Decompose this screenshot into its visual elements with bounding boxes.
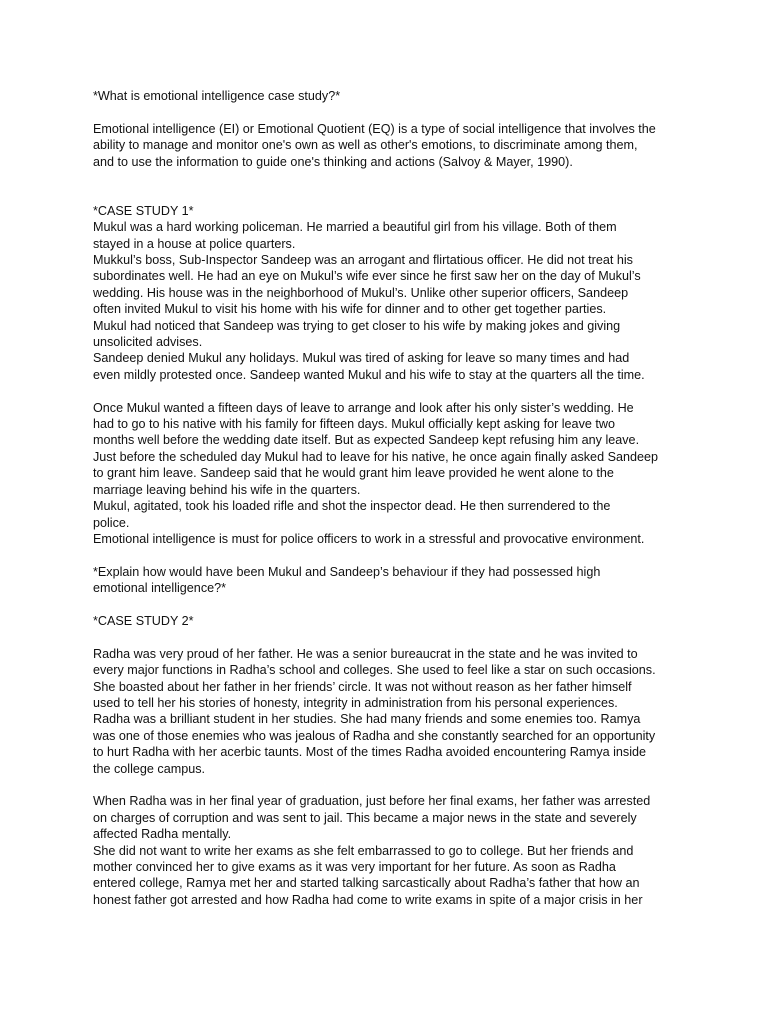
text-line: Radha was very proud of her father. He was a senior bureaucrat in the state and he was invited to (93, 646, 638, 661)
text-line: every major functions in Radha’s school and colleges. She used to feel like a star on such occasions. (93, 663, 656, 678)
text-line: She did not want to write her exams as she felt embarrassed to go to college. But her friends and (93, 843, 634, 858)
text-line: She boasted about her father in her friends’ circle. It was not without reason as her father himself (93, 679, 632, 694)
case-study-2-paragraph-1 (93, 646, 708, 777)
text-line: *What is emotional intelligence case study?* (93, 89, 341, 103)
text-line: to grant him leave. Sandeep said that he would grant him leave provided he went alone to the (93, 466, 614, 481)
text-line: months well before the wedding date itself. But as expected Sandeep kept refusing him any leave. (93, 433, 640, 448)
case-study-1-paragraph-1 (93, 219, 708, 383)
case-study-1-heading (93, 203, 708, 219)
text-line: *Explain how would have been Mukul and Sandeep’s behaviour if they had possessed high (93, 564, 601, 579)
text-line: When Radha was in her final year of graduation, just before her final exams, her father was arrested (93, 794, 651, 809)
text-line: *CASE STUDY 1* (93, 203, 194, 218)
text-line: Radha was a brilliant student in her studies. She had many friends and some enemies too. Ramya (93, 712, 641, 727)
text-line: and to use the information to guide one's thinking and actions (Salvoy & Mayer, 1990). (93, 154, 573, 169)
text-line: Mukul was a hard working policeman. He married a beautiful girl from his village. Both of them (93, 220, 617, 235)
text-line: to hurt Radha with her acerbic taunts. Most of the times Radha avoided encountering Ramya inside (93, 745, 647, 760)
text-line: wedding. His house was in the neighborhood of Mukul’s. Unlike other superior officers, Sandeep (93, 285, 629, 300)
text-line: Mukul, agitated, took his loaded rifle and shot the inspector dead. He then surrendered to the (93, 499, 611, 514)
text-line: *CASE STUDY 2* (93, 613, 194, 628)
text-line: had to go to his native with his family for fifteen days. Mukul officially kept asking for leave two (93, 417, 615, 432)
text-line: Once Mukul wanted a fifteen days of leave to arrange and look after his only sister’s wedding. He (93, 400, 634, 415)
text-line: was one of those enemies who was jealous of Radha and she constantly searched for an opportunity (93, 728, 656, 743)
text-line: unsolicited advises. (93, 335, 203, 350)
text-line: Emotional intelligence (EI) or Emotional Quotient (EQ) is a type of social intelligence that involves the (93, 121, 656, 136)
text-line: police. (93, 515, 130, 530)
text-line: Just before the scheduled day Mukul had to leave for his native, he once again finally asked Sandeep (93, 449, 658, 464)
case-study-2-heading (93, 613, 708, 629)
text-line: even mildly protested once. Sandeep wanted Mukul and his wife to stay at the quarters all the time. (93, 367, 645, 382)
text-line: emotional intelligence?* (93, 581, 227, 596)
case-study-2-paragraph-2 (93, 793, 708, 908)
question-heading (93, 88, 708, 104)
text-line: stayed in a house at police quarters. (93, 236, 296, 251)
text-line: honest father got arrested and how Radha had come to write exams in spite of a major crisis in her (93, 892, 643, 907)
text-line: Emotional intelligence is must for police officers to work in a stressful and provocative environment. (93, 531, 645, 546)
text-line: entered college, Ramya met her and started talking sarcastically about Radha’s father that how an (93, 876, 640, 891)
text-line: often invited Mukul to visit his home with his wife for dinner and to other get together parties. (93, 302, 607, 317)
text-line: marriage leaving behind his wife in the quarters. (93, 482, 361, 497)
text-line: subordinates well. He had an eye on Mukul’s wife ever since he first saw her on the day of Mukul’s (93, 269, 641, 284)
text-line: Sandeep denied Mukul any holidays. Mukul was tired of asking for leave so many times and had (93, 351, 630, 366)
text-line: Mukul had noticed that Sandeep was trying to get closer to his wife by making jokes and giving (93, 318, 621, 333)
text-line: used to tell her his stories of honesty, integrity in administration from his personal experiences. (93, 695, 618, 710)
text-line: Mukkul’s boss, Sub-Inspector Sandeep was an arrogant and flirtatious officer. He did not treat his (93, 253, 633, 268)
text-line: ability to manage and monitor one's own as well as other's emotions, to discriminate among them, (93, 138, 638, 153)
case-study-1-question (93, 564, 708, 597)
case-study-1-paragraph-2 (93, 400, 708, 548)
text-line: mother convinced her to give exams as it was very important for her future. As soon as Radha (93, 859, 616, 874)
text-line: affected Radha mentally. (93, 827, 232, 842)
text-line: on charges of corruption and was sent to jail. This became a major news in the state and severely (93, 810, 637, 825)
text-line: the college campus. (93, 761, 206, 776)
definition-paragraph (93, 121, 708, 170)
